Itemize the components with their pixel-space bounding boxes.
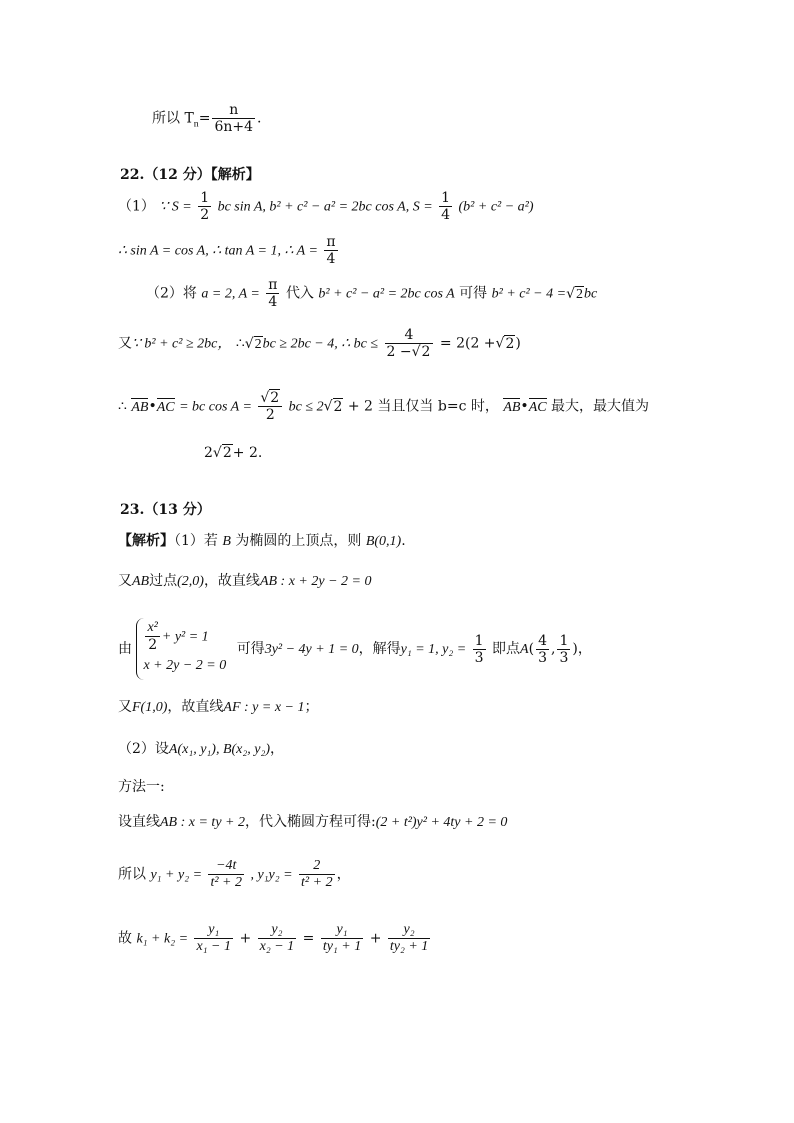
text: • (148, 398, 157, 415)
math: AF : y = x − 1 (223, 700, 305, 715)
numerator: 2 (299, 858, 335, 875)
math: k₁ + k₂ = (136, 931, 189, 947)
fraction (388, 922, 430, 955)
radicand: 2 (222, 445, 232, 461)
math: (b² + c² − a²) (458, 199, 534, 215)
radicand: 2 (505, 335, 515, 352)
q23-header (120, 503, 211, 517)
denominator: x₂ − 1 (259, 939, 295, 955)
vector: AC (528, 399, 547, 415)
fraction (194, 922, 233, 955)
math: = bc cos A = (179, 399, 252, 415)
text: 由 (118, 641, 132, 658)
fraction (266, 277, 279, 310)
score: （12 分） (144, 167, 211, 183)
q23-line-7 (118, 815, 507, 830)
text: 为椭圆的上顶点，则 (235, 533, 362, 549)
q23-line-9 (118, 922, 432, 955)
fraction (208, 858, 244, 891)
math: 3y² − 4y + 1 = 0 (264, 642, 359, 658)
denominator: 2 −√2 (386, 344, 431, 361)
fraction (536, 633, 549, 666)
vector: AC (156, 399, 175, 415)
q22-line-4: 又∵ b² + c² ≥ 2bc， ∴√2bc ≥ 2bc − 4, ∴ bc ≤ $\frac{4}{2 -√2}$ = 2(2 +√2) (118, 327, 521, 361)
fraction (198, 190, 211, 223)
math: + 2 (232, 445, 258, 461)
numerator: 1 (474, 632, 484, 649)
text: ，代入椭圆方程可得: (244, 814, 376, 830)
analysis-tag: 【解析】 (118, 533, 174, 549)
denominator: 3 (538, 649, 547, 666)
math: B(0,1) (365, 534, 402, 549)
fraction (299, 858, 335, 891)
text: （2）将 (146, 285, 197, 302)
math: , y₁y₂ = (250, 867, 293, 883)
q23-line-4 (118, 700, 318, 715)
text: ， (336, 866, 351, 883)
system-row-1 (143, 620, 226, 653)
sqrt: √2 (244, 335, 262, 352)
math: + (239, 930, 252, 947)
fraction (145, 620, 159, 653)
text: 可得 (236, 641, 265, 658)
math: A(x₁, y₁), B(x₂, y₂) (168, 742, 270, 757)
radicand: 2 (576, 286, 583, 302)
q23-line-2 (118, 574, 371, 589)
radicand: 2 (270, 390, 280, 406)
text: 又 (118, 335, 132, 352)
system-row-2: x + 2y − 2 = 0 (143, 658, 227, 674)
q22-line-3 (146, 277, 597, 310)
math: (2 + t²)y² + 4ty + 2 = 0 (375, 815, 508, 830)
radicand: 2 (333, 398, 343, 415)
q22-line-5: ∴ AB•AC = bc cos A = $\frac{√2}{2}$ bc ≤ 2√2 + 2 当且仅当 b=c 时， AB•AC 最大，最大值为 (118, 390, 650, 424)
numerator: 1 (559, 632, 569, 649)
numerator: 1 (200, 190, 210, 206)
denominator: ty₂ + 1 (389, 939, 429, 955)
numerator: −4t (208, 858, 244, 875)
text: ，故直线 (203, 573, 260, 589)
radicand: 2 (421, 344, 431, 361)
denominator: 2 (265, 407, 275, 424)
q23-line-8 (118, 858, 351, 891)
fraction (258, 390, 282, 423)
math: b² + c² − a² = 2bc cos A (318, 286, 455, 302)
numerator: 4 (538, 632, 547, 649)
math: + 2 (347, 398, 373, 415)
math: ∴ sin A = cos A, ∴ tan A = 1, ∴ A = (118, 243, 318, 259)
math: = 2(2 + (439, 335, 496, 352)
math: y₁ = 1, y₂ = (400, 642, 467, 658)
math: AB : x = ty + 2 (160, 815, 245, 830)
q22-line-6: 2√2+ 2. (204, 445, 263, 461)
radicand: 2 (254, 336, 262, 352)
math: bc (584, 286, 598, 302)
fraction (258, 922, 297, 955)
text: = (198, 110, 211, 127)
fraction (321, 922, 363, 955)
numerator: √2 (258, 390, 282, 407)
vector: AB (503, 399, 521, 415)
math: + y² = 1 (161, 629, 209, 645)
q22-line-2 (118, 234, 340, 267)
math: AB (132, 574, 150, 589)
denominator: 6n+4 (214, 119, 253, 136)
sqrt: √2 (566, 285, 583, 302)
denominator: 3 (474, 649, 484, 666)
score: （13 分） (144, 502, 211, 518)
math: A (520, 642, 529, 658)
text: （1） (118, 198, 155, 215)
math: bc ≥ 2bc − 4, ∴ bc ≤ (262, 336, 379, 352)
denominator: 4 (326, 251, 336, 268)
math: a = 2, A = (201, 286, 260, 302)
fraction (212, 102, 255, 135)
numerator: n (212, 102, 255, 119)
denominator: t² + 2 (210, 875, 243, 891)
denominator: 2 (200, 207, 210, 224)
q23-line-1 (118, 534, 406, 549)
text: 所以 (118, 866, 146, 883)
math: F(1,0) (132, 700, 168, 715)
math: + (369, 930, 382, 947)
text: 过点 (149, 573, 178, 589)
numerator: y₂ (388, 922, 430, 939)
text: • (520, 398, 529, 415)
text: 方法一: (118, 779, 165, 795)
math: 2 (204, 445, 213, 461)
text: . (401, 533, 406, 549)
math: bc sin A, b² + c² − a² = 2bc cos A, S = (217, 199, 433, 215)
q23-line-3: 由 $\frac{\text{x²}}{2}$ + y² = 1 x + 2y − 2 = 0 可得3y² − 4y + 1 = 0，解得y₁ = 1, y₂ = $\frac{1}{3}$ 即点A( $\frac{4}{3}$ , $\frac{1}{3}$ )， (118, 618, 592, 680)
text: . (257, 110, 262, 127)
q23-line-6 (118, 780, 165, 794)
subscript: n (193, 118, 199, 130)
text: 即点 (492, 641, 521, 658)
text: ∴ (235, 335, 245, 352)
q22-line-1 (118, 190, 534, 223)
numerator: x² (145, 620, 159, 637)
fraction (385, 327, 434, 360)
text: 最大，最大值为 (551, 398, 650, 415)
text: ， (577, 641, 592, 658)
text: 2 − (386, 344, 412, 361)
text: 代入 (285, 285, 314, 302)
math: y₁ + y₂ = (150, 867, 203, 883)
math: AB : x + 2y − 2 = 0 (259, 574, 372, 589)
fraction (324, 234, 337, 267)
denominator: 3 (559, 649, 569, 666)
denominator: 4 (441, 207, 451, 224)
math: b² + c² − 4 = (491, 286, 567, 302)
numerator: π (268, 277, 278, 293)
math: (2,0) (177, 574, 204, 589)
text: ∴ (118, 398, 127, 415)
fraction (557, 633, 570, 666)
numerator: 1 (441, 190, 451, 206)
sum-result-line (152, 102, 261, 135)
numerator: y₁ (194, 922, 233, 939)
text: ，解得 (358, 641, 401, 658)
math: bc ≤ 2 (288, 399, 324, 415)
numerator: y₂ (258, 922, 297, 939)
math: ∵ S = (159, 199, 192, 215)
text: ) (515, 335, 521, 352)
question-number: 23. (120, 502, 145, 518)
text: 故 (118, 930, 132, 947)
math: = (302, 930, 315, 947)
text: 又 (118, 699, 132, 715)
math: B (222, 534, 231, 549)
q22-header (120, 168, 260, 182)
text: （1）若 (174, 533, 218, 549)
question-number: 22. (120, 167, 145, 183)
denominator: t² + 2 (301, 875, 333, 891)
text: 又 (118, 573, 132, 589)
math: ∵ b² + c² ≥ 2bc， (132, 336, 232, 352)
text: （2）设 (118, 741, 169, 757)
text: 当且仅当 b=c 时， (377, 398, 499, 415)
denominator: ty₁ + 1 (322, 939, 362, 955)
numerator: y₁ (321, 922, 363, 939)
q23-line-5 (118, 742, 284, 757)
denominator: 4 (268, 294, 278, 311)
numerator: π (326, 234, 336, 250)
fraction (439, 190, 452, 223)
denominator: 2 (148, 637, 158, 654)
text: ， (270, 741, 284, 757)
vector: AB (131, 399, 149, 415)
text: ，故直线 (167, 699, 224, 715)
equation-system (136, 618, 232, 680)
analysis-tag: 【解析】 (210, 167, 260, 183)
fraction (473, 633, 486, 666)
text: ； (304, 699, 319, 715)
text: . (257, 445, 263, 461)
numerator: 4 (385, 327, 434, 344)
denominator: x₁ − 1 (196, 939, 231, 955)
text: 设直线 (118, 814, 160, 830)
text: 所以 T (152, 110, 194, 127)
text: 可得 (459, 285, 488, 302)
